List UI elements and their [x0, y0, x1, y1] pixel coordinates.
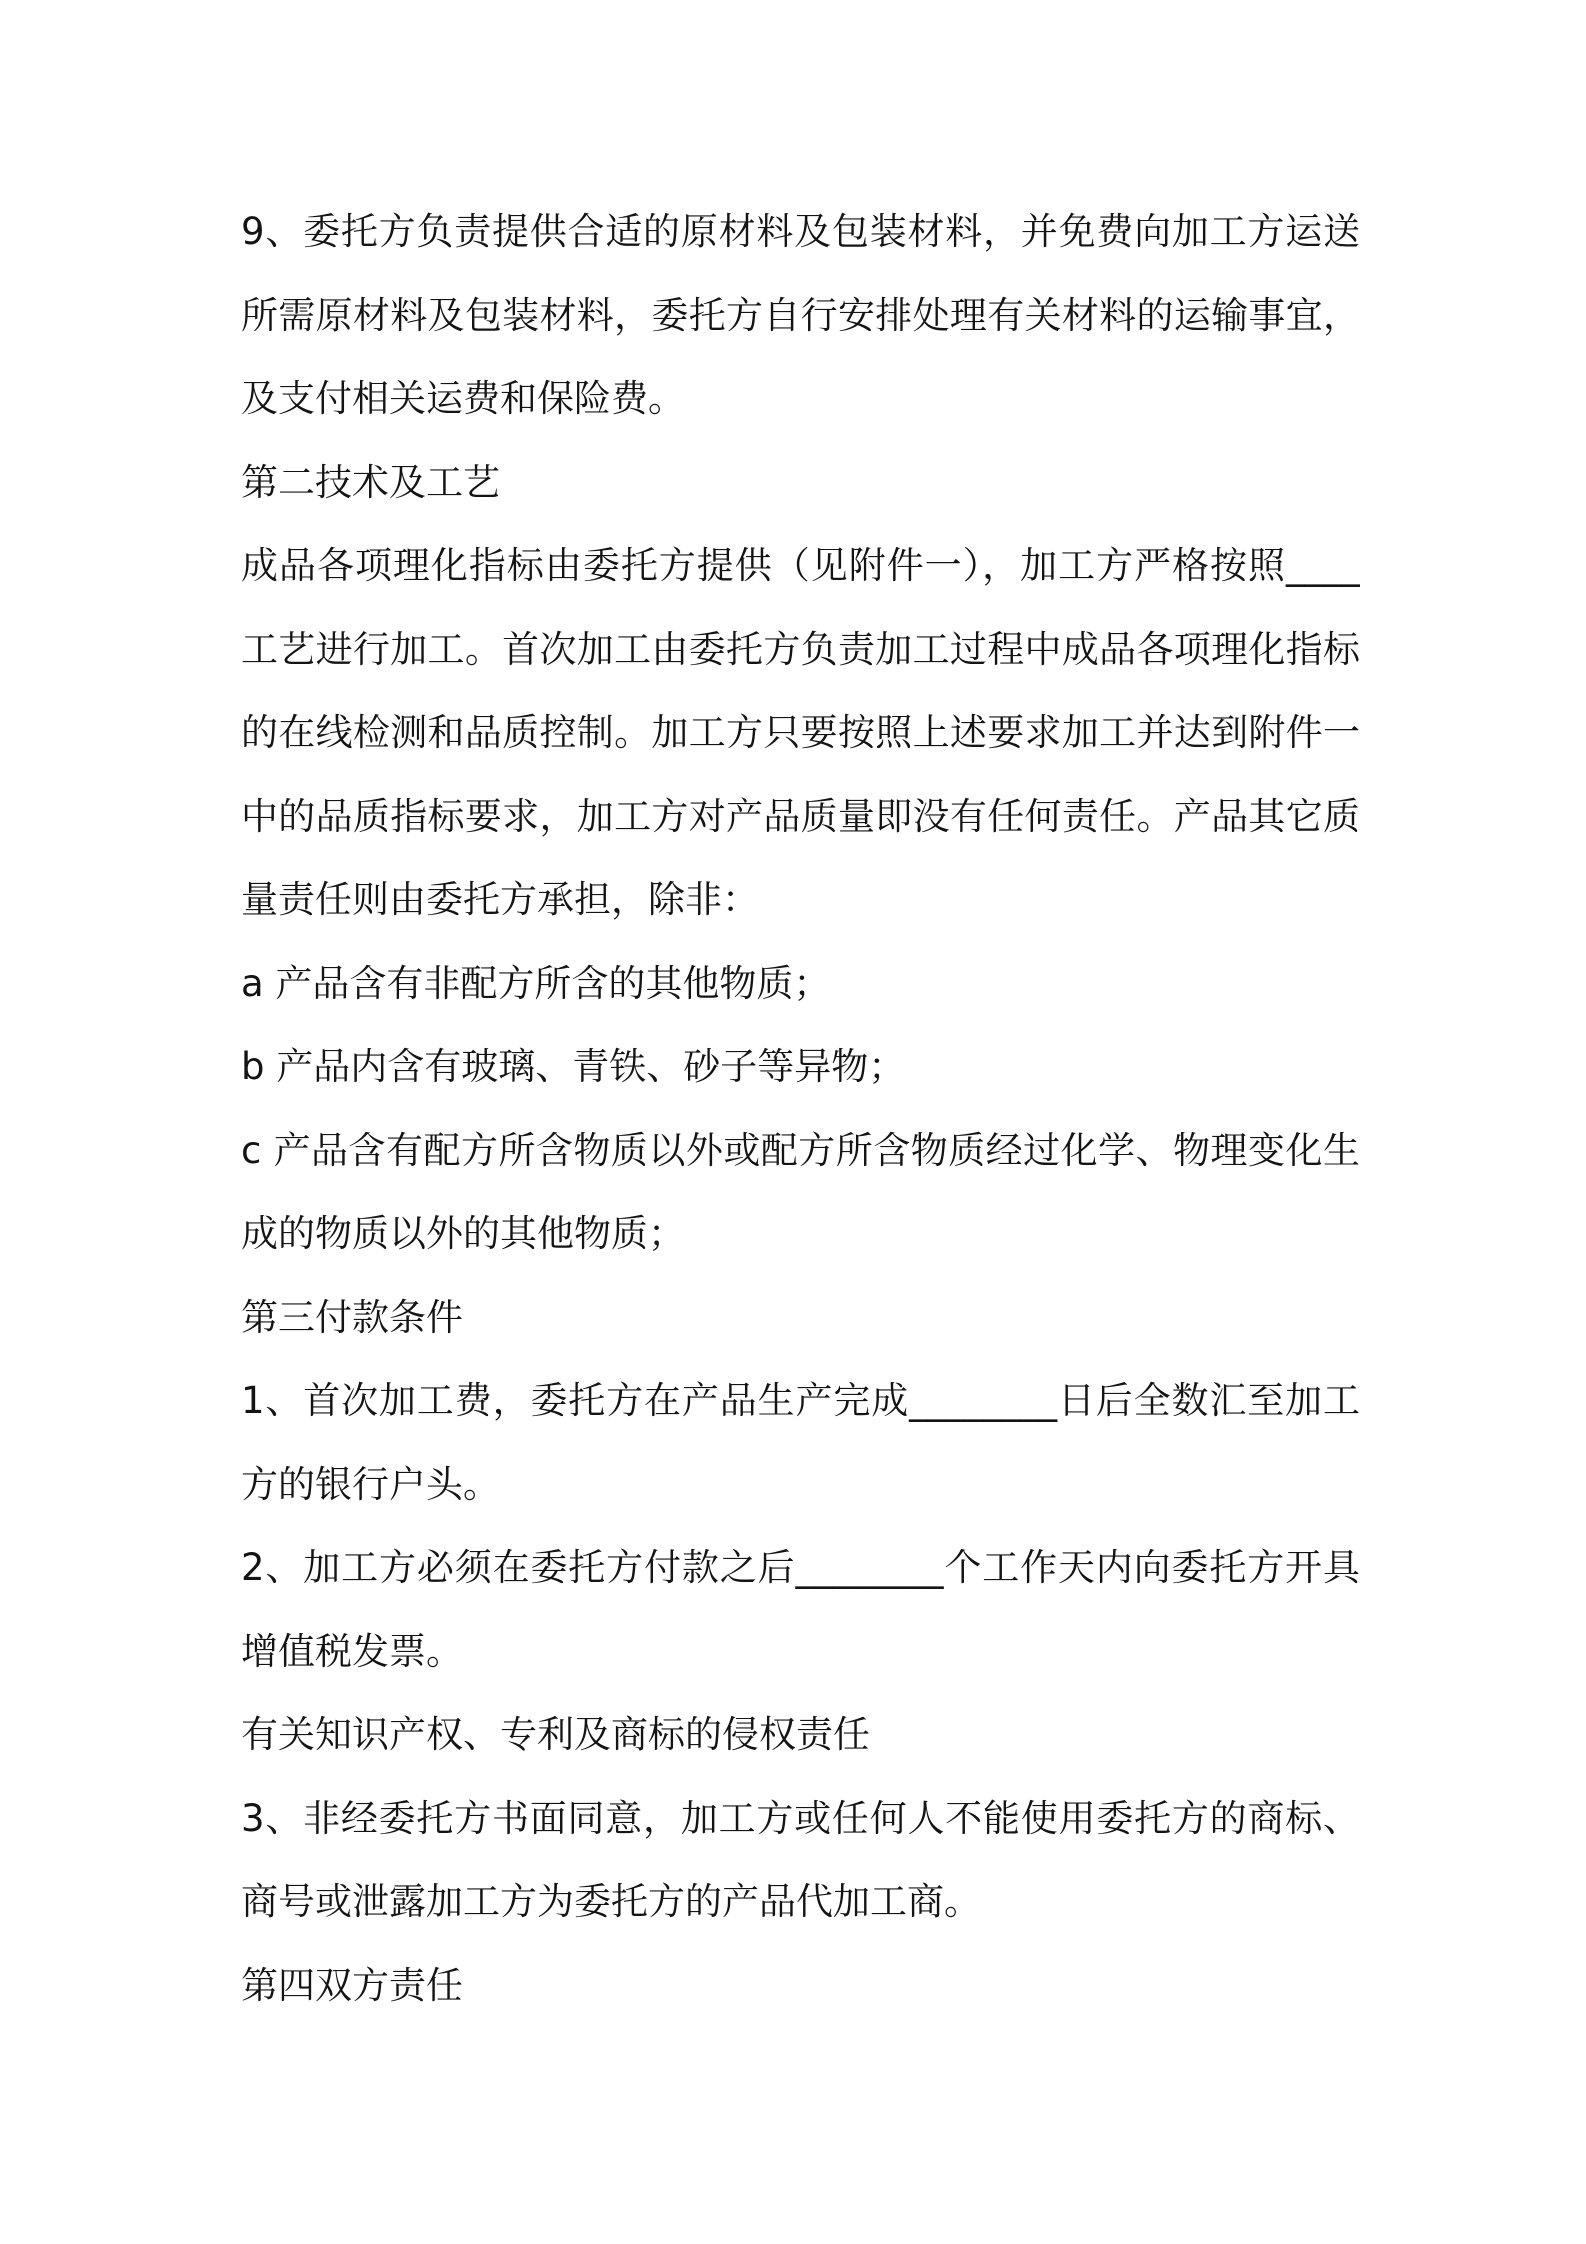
paragraph-line: 商号或泄露加工方为委托方的产品代加工商。	[241, 1880, 981, 1923]
paragraph-line: 所需原材料及包装材料，委托方自行安排处理有关材料的运输事宜，	[241, 293, 1360, 337]
section-heading: 第四双方责任	[241, 1963, 463, 2007]
paragraph-line: 1、首次加工费，委托方在产品生产完成________日后全数汇至加工	[241, 1379, 1360, 1422]
list-item: c 产品含有配方所含物质以外或配方所含物质经过化学、物理变化生	[241, 1128, 1360, 1172]
paragraph-line: 2、加工方必须在委托方付款之后________个工作天内向委托方开具	[241, 1546, 1360, 1589]
section-heading: 第二技术及工艺	[241, 460, 500, 504]
paragraph-line: 中的品质指标要求，加工方对产品质量即没有任何责任。产品其它质	[241, 794, 1360, 838]
list-item: a 产品含有非配方所含的其他物质；	[241, 961, 831, 1005]
paragraph-line: 9、委托方负责提供合适的原材料及包装材料，并免费向加工方运送	[241, 210, 1360, 253]
list-item: b 产品内含有玻璃、青铁、砂子等异物；	[241, 1045, 906, 1088]
paragraph-line: 3、非经委托方书面同意，加工方或任何人不能使用委托方的商标、	[241, 1796, 1360, 1840]
document-body	[241, 190, 1360, 2027]
paragraph-line: 工艺进行加工。首次加工由委托方负责加工过程中成品各项理化指标	[241, 627, 1360, 671]
paragraph-line: 增值税发票。	[241, 1629, 463, 1673]
paragraph-line: 的在线检测和品质控制。加工方只要按照上述要求加工并达到附件一	[241, 711, 1360, 754]
section-heading: 第三付款条件	[241, 1295, 463, 1339]
paragraph-line: 成品各项理化指标由委托方提供（见附件一），加工方严格按照____	[241, 544, 1360, 587]
paragraph-line: 方的银行户头。	[241, 1462, 500, 1506]
section-heading: 有关知识产权、专利及商标的侵权责任	[241, 1713, 870, 1756]
paragraph-line: 及支付相关运费和保险费。	[241, 377, 685, 420]
paragraph-line: 成的物质以外的其他物质；	[241, 1212, 685, 1255]
paragraph-line: 量责任则由委托方承担，除非：	[241, 878, 759, 921]
